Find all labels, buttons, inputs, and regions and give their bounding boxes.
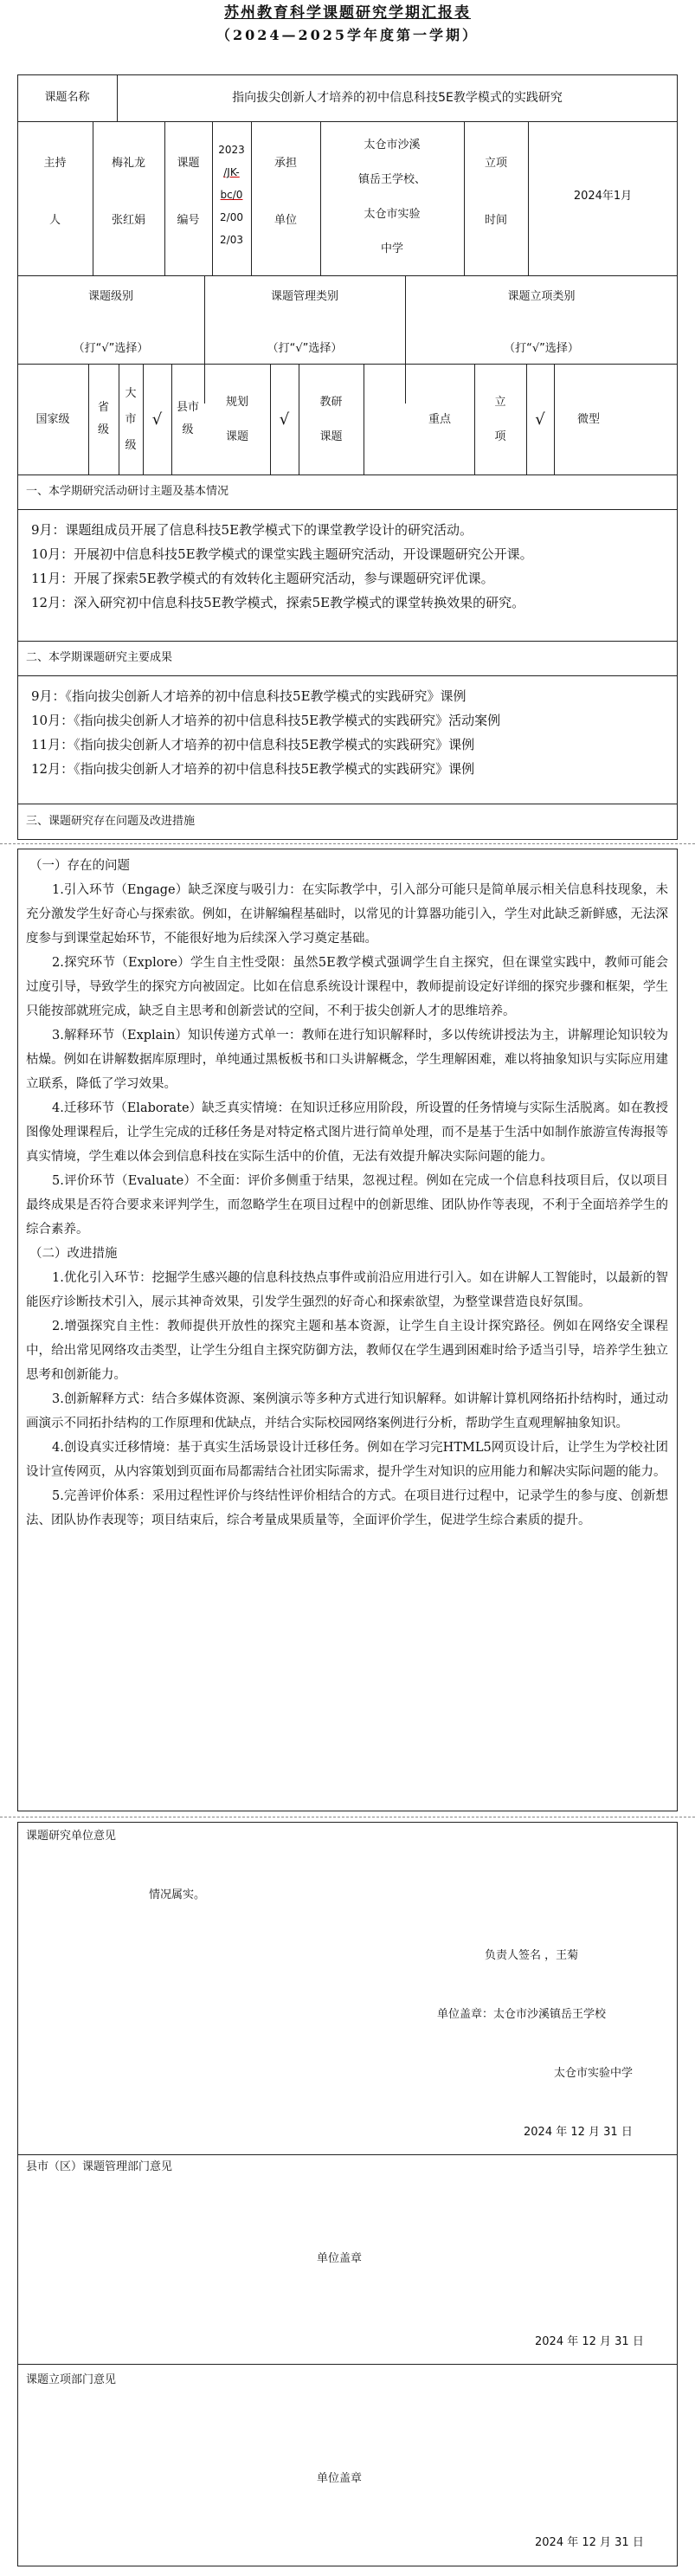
- section2-item: 10月：《指向拔尖创新人才培养的初中信息科技5E教学模式的实践研究》活动案例: [31, 713, 501, 728]
- check-plan: √: [279, 410, 290, 429]
- section1-item: 12月：深入研究初中信息科技5E教学模式，探索5E教学模式的课堂转换效果的研究。: [31, 595, 525, 610]
- mgmt-plan: 规划 课题: [225, 396, 248, 443]
- section1-heading: 一、本学期研究活动研讨主题及基本情况: [26, 485, 229, 498]
- report-title: 苏州教育科学课题研究学期汇报表: [224, 4, 471, 22]
- measure-paragraph: 5.完善评价体系：采用过程性评价与终结性评价相结合的方式。在项目进行过程中，记录学生的参与度、创新想法、团队协作表现等；项目结束后，综合考量成果质量等，全面评价学生，促进学生综合素质的提升。: [26, 1489, 668, 1527]
- check-city: √: [151, 410, 163, 429]
- unit-label: 承担 单位: [273, 157, 297, 227]
- section1-list: [31, 518, 672, 615]
- type-key: 重点: [428, 413, 451, 426]
- county-seal: 单位盖章: [317, 2252, 363, 2265]
- approval-seal: 单位盖章: [317, 2472, 363, 2485]
- mgmt-teacher: 教研 课题: [319, 396, 343, 443]
- level-hint: （打“√”选择）: [73, 342, 149, 355]
- section2-item: 12月：《指向拔尖创新人才培养的初中信息科技5E教学模式的实践研究》课例: [31, 761, 475, 777]
- check-general: √: [535, 410, 545, 429]
- level-city: 大 市 级: [125, 387, 137, 452]
- problems-title: （一）存在的问题: [29, 859, 130, 873]
- report-subtitle: （2024—2025学年度第一学期）: [216, 27, 479, 43]
- section1-item: 11月：开展了探索5E教学模式的有效转化主题研究活动，参与课题研究评优课。: [31, 571, 494, 586]
- level-county: 县市 级: [176, 401, 199, 436]
- research-unit-title: 课题研究单位意见: [26, 1830, 117, 1843]
- unit-value: 太仓市沙溪 镇岳王学校、 太仓市实验 中学: [357, 139, 426, 255]
- section2-item: 11月：《指向拔尖创新人才培养的初中信息科技5E教学模式的实践研究》课例: [31, 737, 475, 752]
- host-names: 梅礼龙 张红娟: [111, 157, 145, 227]
- section2-list: [31, 684, 672, 781]
- number-label: 课题 编号: [177, 157, 200, 227]
- seal-line-1: 单位盖章：太仓市沙溪镇岳王学校: [437, 2008, 607, 2021]
- date-2: 2024 年 12 月 31 日: [535, 2335, 644, 2348]
- research-unit-text: 情况属实。: [149, 1888, 206, 1901]
- measure-paragraph: 3.创新解释方式：结合多媒体资源、案例演示等多种方式进行知识解释。如讲解计算机网络拓扑结构时，通过动画演示不同拓扑结构的工作原理和优缺点，并结合实际校园网络案例进行分析，帮助学生直观理解抽象知识。: [26, 1392, 668, 1430]
- measure-paragraph: 4.创设真实迁移情境：基于真实生活场景设计迁移任务。例如在学习完HTML5网页设计后，让学生为学校社团设计宣传网页，从内容策划到页面布局都需结合社团实际需求，提升学生对知识的应用能力和解决实际问题的能力。: [26, 1441, 668, 1479]
- issues-body: [26, 854, 668, 1533]
- section2-heading: 二、本学期课题研究主要成果: [26, 651, 173, 664]
- level-head: 课题级别: [87, 290, 133, 303]
- section1-item: 9月：课题组成员开展了信息科技5E教学模式下的课堂教学设计的研究活动。: [31, 522, 473, 538]
- date-1: 2024 年 12 月 31 日: [524, 2126, 633, 2139]
- type-hint: （打“√”选择）: [504, 342, 579, 355]
- mgmt-hint: （打“√”选择）: [267, 342, 343, 355]
- section1-item: 10月：开展初中信息科技5E教学模式的课堂实践主题研究活动，开设课题研究公开课。: [31, 546, 533, 562]
- mgmt-head: 课题管理类别: [270, 290, 338, 303]
- date-label: 立项 时间: [484, 157, 507, 227]
- topic-label: 课题名称: [44, 91, 90, 104]
- number-value: 2023 /JK- bc/0 2/00 2/03: [218, 144, 245, 246]
- problem-paragraph: 5.评价环节（Evaluate）不全面：评价多侧重于结果，忽视过程。例如在完成一个信息科技项目后，仅以项目最终成果是否符合要求来评判学生，而忽略学生在项目过程中的创新思维、团队协作等表现，不利于全面培养学生的综合素养。: [26, 1174, 668, 1236]
- measure-paragraph: 1.优化引入环节：挖掘学生感兴趣的信息科技热点事件或前沿应用进行引入。如在讲解人工智能时，以最新的智能医疗诊断技术引入，展示其神奇效果，引发学生强烈的好奇心和探索欲望，为整堂课营造良好氛围。: [26, 1271, 668, 1309]
- problem-paragraph: 3.解释环节（Explain）知识传递方式单一：教师在进行知识解释时，多以传统讲授法为主，讲解理论知识较为枯燥。例如在讲解数据库原理时，单纯通过黑板板书和口头讲解概念，学生理解困难，难以将抽象知识与实际应用建立联系，降低了学习效果。: [26, 1029, 668, 1091]
- section3-heading: 三、课题研究存在问题及改进措施: [26, 815, 196, 828]
- county-title: 县市（区）课题管理部门意见: [26, 2160, 173, 2173]
- date-value: 2024年1月: [573, 190, 633, 203]
- problem-paragraph: 1.引入环节（Engage）缺乏深度与吸引力：在实际教学中，引入部分可能只是简单展示相关信息科技现象，未充分激发学生好奇心与探索欲。例如，在讲解编程基础时，以常见的计算器功能引入，学生对此缺乏新鲜感，无法深度参与到课堂起始环节，不能很好地为后续深入学习奠定基础。: [26, 883, 668, 946]
- seal-line-2: 太仓市实验中学: [554, 2067, 634, 2080]
- measure-paragraph: 2.增强探究自主性：教师提供开放性的探究主题和基本资源，让学生自主设计探究路径。例如在网络安全课程中，给出常见网络攻击类型，让学生分组自主探究防御方法，教师仅在学生遇到困难时给予适当引导，培养学生独立思考和创新能力。: [26, 1320, 668, 1382]
- measures-title: （二）改进措施: [29, 1247, 118, 1261]
- topic-value: 指向拔尖创新人才培养的初中信息科技5E教学模式的实践研究: [232, 91, 563, 105]
- type-general: 立 项: [494, 396, 506, 443]
- date-3: 2024 年 12 月 31 日: [535, 2536, 644, 2549]
- signer: 负责人签名 ，王菊: [485, 1949, 579, 1962]
- opinions-table: [17, 1822, 678, 2566]
- problem-paragraph: 2.探究环节（Explore）学生自主性受限：虽然5E教学模式强调学生自主探究，但在课堂实践中，教师可能会过度引导，导致学生的探究方向被固定。比如在信息系统设计课程中，教师提前设定好详细的探究步骤和框架，学生只能按部就班完成，缺乏自主思考和创新尝试的空间，不利于拔尖创新人才的思维培养。: [26, 956, 668, 1018]
- level-province: 省 级: [97, 401, 109, 436]
- type-micro: 微型: [576, 413, 600, 426]
- approval-title: 课题立项部门意见: [26, 2373, 117, 2386]
- type-head: 课题立项类别: [507, 290, 576, 303]
- level-national: 国家级: [35, 413, 70, 426]
- host-label: 主持 人: [43, 157, 67, 227]
- problem-paragraph: 4.迁移环节（Elaborate）缺乏真实情境：在知识迁移应用阶段，所设置的任务情境与实际生活脱离。如在教授图像处理课程后，让学生完成的迁移任务是对特定格式图片进行简单处理，而不是基于生活中如制作旅游宣传海报等真实情境，学生难以体会到信息科技在实际生活中的价值，无法有效提升解决实际问题的能力。: [26, 1101, 668, 1164]
- section2-item: 9月：《指向拔尖创新人才培养的初中信息科技5E教学模式的实践研究》课例: [31, 688, 467, 704]
